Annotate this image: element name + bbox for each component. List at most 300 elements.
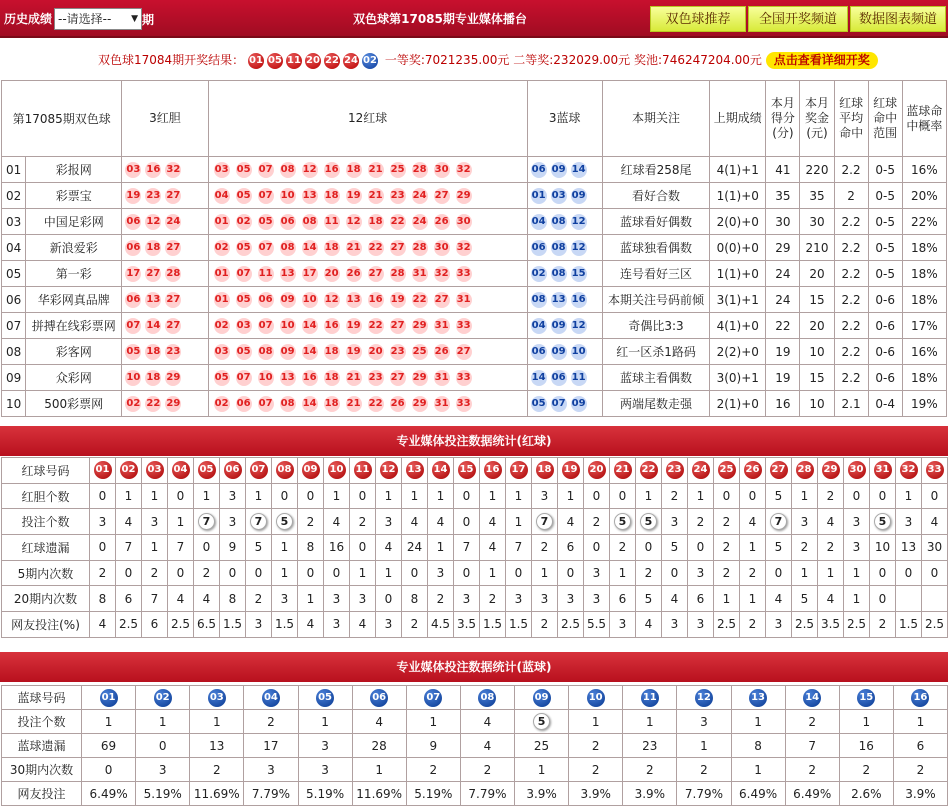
stats-cell: 1 xyxy=(194,483,220,509)
stats-cell: 1 xyxy=(480,483,506,509)
red-ball: 28 xyxy=(412,240,428,256)
stats-cell: 2 xyxy=(246,586,272,612)
row-label: 5期内次数 xyxy=(2,560,90,586)
blue-ball: 12 xyxy=(571,240,587,256)
stats-cell: 0 xyxy=(896,560,922,586)
prob-cell: 16% xyxy=(902,339,946,365)
reds-cell xyxy=(208,365,527,391)
stats-cell: 3.5 xyxy=(818,612,844,638)
stats-cell: 3.9% xyxy=(893,782,947,806)
prob-cell: 17% xyxy=(902,313,946,339)
red-ball: 31 xyxy=(434,396,450,412)
red-ball: 21 xyxy=(346,370,362,386)
blue-ball: 12 xyxy=(571,214,587,230)
stats-cell xyxy=(896,458,922,484)
red-ball: 05 xyxy=(125,344,141,360)
stats-cell: 3 xyxy=(584,586,610,612)
blue-ball: 08 xyxy=(551,214,567,230)
red-ball: 17 xyxy=(125,266,141,282)
stats-cell xyxy=(298,458,324,484)
stats-cell: 2 xyxy=(785,710,839,734)
red-ball: 31 xyxy=(456,292,472,308)
red-number-ball: 19 xyxy=(562,461,580,479)
blue-number-ball: 10 xyxy=(587,689,605,707)
red-ball: 27 xyxy=(434,292,450,308)
stats-row xyxy=(2,612,948,638)
blue-ball: 03 xyxy=(551,188,567,204)
stats-row xyxy=(2,535,948,561)
stats-cell xyxy=(515,686,569,710)
range-cell: 0-6 xyxy=(868,339,902,365)
range-cell: 0-6 xyxy=(868,313,902,339)
table-row xyxy=(2,365,947,391)
dan-cell xyxy=(122,339,208,365)
reds-cell xyxy=(208,209,527,235)
table-row xyxy=(2,261,947,287)
stats-cell xyxy=(220,458,246,484)
blue-number-ball: 13 xyxy=(749,689,767,707)
last-cell: 0(0)+0 xyxy=(710,235,766,261)
red-ball: 02 xyxy=(214,318,230,334)
reds-cell xyxy=(208,183,527,209)
stats-cell: 4 xyxy=(194,586,220,612)
red-ball: 18 xyxy=(145,240,161,256)
stats-cell: 0 xyxy=(584,483,610,509)
stats-row xyxy=(2,710,948,734)
blue-ball: 08 xyxy=(551,240,567,256)
stats-cell: 1 xyxy=(272,535,298,561)
stats-cell: 3 xyxy=(376,612,402,638)
red-ball: 11 xyxy=(258,266,274,282)
red-ball: 26 xyxy=(346,266,362,282)
red-ball: 30 xyxy=(434,162,450,178)
site-link[interactable]: 华彩网真品牌 xyxy=(26,287,122,313)
stats-cell: 1 xyxy=(714,586,740,612)
stats-cell: 4 xyxy=(460,710,514,734)
blue-ball: 02 xyxy=(531,266,547,282)
red-ball: 32 xyxy=(434,266,450,282)
red-ball: 19 xyxy=(346,188,362,204)
red-ball: 31 xyxy=(434,370,450,386)
stats-cell: 2 xyxy=(584,509,610,535)
blue-ball: 06 xyxy=(551,370,567,386)
red-ball: 21 xyxy=(346,240,362,256)
stats-cell: 1 xyxy=(428,535,454,561)
red-number-ball: 07 xyxy=(250,461,268,479)
site-link[interactable]: 彩客网 xyxy=(26,339,122,365)
score-cell: 19 xyxy=(766,365,800,391)
stats-cell xyxy=(506,458,532,484)
stats-cell: 5.19% xyxy=(136,782,190,806)
stats-cell xyxy=(402,458,428,484)
stats-cell: 0 xyxy=(324,560,350,586)
range-cell: 0-4 xyxy=(868,391,902,417)
stats-cell: 8 xyxy=(402,586,428,612)
stats-cell: 2 xyxy=(893,758,947,782)
stats-cell: 4 xyxy=(116,509,142,535)
stats-cell: 1 xyxy=(792,483,818,509)
red-ball: 14 xyxy=(145,318,161,334)
red-ball: 06 xyxy=(280,214,296,230)
stats-cell xyxy=(460,686,514,710)
red-ball: 22 xyxy=(412,292,428,308)
focus-cell: 红球看258尾 xyxy=(602,157,709,183)
score-cell: 29 xyxy=(766,235,800,261)
red-ball: 07 xyxy=(258,396,274,412)
stats-cell: 8 xyxy=(298,535,324,561)
stats-cell: 0 xyxy=(922,560,948,586)
stats-cell: 0 xyxy=(168,483,194,509)
red-ball: 14 xyxy=(302,396,318,412)
site-link[interactable]: 拼搏在线彩票网 xyxy=(26,313,122,339)
stats-cell: 3 xyxy=(506,586,532,612)
red-number-ball: 10 xyxy=(328,461,346,479)
blue-ball: 09 xyxy=(551,344,567,360)
site-link[interactable]: 彩票宝 xyxy=(26,183,122,209)
stats-cell: 1.5 xyxy=(220,612,246,638)
stats-cell: 6 xyxy=(116,586,142,612)
site-link[interactable]: 500彩票网 xyxy=(26,391,122,417)
stats-cell: 4 xyxy=(636,612,662,638)
blue-number-ball: 05 xyxy=(316,689,334,707)
stats-cell: 3 xyxy=(90,509,116,535)
stats-cell: 6 xyxy=(142,612,168,638)
blue-ball: 07 xyxy=(551,396,567,412)
stats-cell xyxy=(569,686,623,710)
red-ball: 21 xyxy=(346,396,362,412)
red-ball: 05 xyxy=(236,240,252,256)
stats-cell: 3 xyxy=(454,586,480,612)
red-number-ball: 24 xyxy=(692,461,710,479)
focus-cell: 红一区杀1路码 xyxy=(602,339,709,365)
stats-cell: 2 xyxy=(194,560,220,586)
stats-cell: 10 xyxy=(870,535,896,561)
red-ball: 21 xyxy=(368,162,384,178)
stats-cell: 2 xyxy=(714,560,740,586)
stats-cell: 1 xyxy=(893,710,947,734)
row-number: 02 xyxy=(2,183,26,209)
stats-cell: 1 xyxy=(82,710,136,734)
blue-number-ball: 04 xyxy=(262,689,280,707)
stats-cell: 4 xyxy=(376,535,402,561)
stats-cell xyxy=(136,686,190,710)
stats-cell: 5.19% xyxy=(298,782,352,806)
stats-cell: 1 xyxy=(558,483,584,509)
red-ball: 19 xyxy=(125,188,141,204)
reds-cell xyxy=(208,287,527,313)
table-header: 本期关注 xyxy=(602,81,709,157)
range-cell: 0-5 xyxy=(868,209,902,235)
red-number-ball: 12 xyxy=(380,461,398,479)
stats-cell: 24 xyxy=(402,535,428,561)
stats-cell: 0 xyxy=(454,509,480,535)
bonus-cell: 20 xyxy=(800,313,834,339)
table-row xyxy=(2,313,947,339)
red-stats-table xyxy=(1,457,948,638)
table-header: 蓝球命中概率 xyxy=(902,81,946,157)
stats-cell: 4 xyxy=(740,509,766,535)
dan-cell xyxy=(122,183,208,209)
stats-cell: 3 xyxy=(220,483,246,509)
table-header: 3红胆 xyxy=(122,81,208,157)
stats-cell xyxy=(844,458,870,484)
stats-cell: 2 xyxy=(532,612,558,638)
recommend-table xyxy=(1,80,947,417)
stats-cell: 2.6% xyxy=(839,782,893,806)
stats-cell: 1 xyxy=(818,560,844,586)
avg-cell: 2 xyxy=(834,183,868,209)
focus-cell: 连号看好三区 xyxy=(602,261,709,287)
row-label: 红球遗漏 xyxy=(2,535,90,561)
red-ball: 31 xyxy=(434,318,450,334)
stats-cell: 1 xyxy=(376,560,402,586)
last-cell: 2(0)+0 xyxy=(710,209,766,235)
stats-cell: 0 xyxy=(90,535,116,561)
red-number-ball: 05 xyxy=(198,461,216,479)
row-label: 红球号码 xyxy=(2,458,90,484)
stats-cell xyxy=(272,509,298,535)
dan-cell xyxy=(122,287,208,313)
red-ball: 28 xyxy=(390,266,406,282)
stats-cell: 1 xyxy=(298,586,324,612)
stats-cell: 2 xyxy=(610,535,636,561)
reds-cell xyxy=(208,235,527,261)
issue-select-value: --请选择-- xyxy=(58,12,112,26)
tab-ssq-recommend[interactable]: 双色球推荐 xyxy=(650,6,746,32)
red-number-ball: 18 xyxy=(536,461,554,479)
stats-cell xyxy=(480,458,506,484)
red-ball: 20 xyxy=(368,344,384,360)
stats-cell: 4 xyxy=(662,586,688,612)
stats-cell: 1 xyxy=(352,758,406,782)
hot-count-badge: 5 xyxy=(874,513,891,530)
stats-cell: 0 xyxy=(870,560,896,586)
blue-number-ball: 06 xyxy=(370,689,388,707)
red-ball: 06 xyxy=(125,292,141,308)
stats-cell xyxy=(515,710,569,734)
red-ball: 19 xyxy=(346,318,362,334)
red-ball: 22 xyxy=(145,396,161,412)
last-cell: 1(1)+0 xyxy=(710,183,766,209)
dan-cell xyxy=(122,209,208,235)
stats-cell: 2 xyxy=(714,535,740,561)
tab-national-lottery[interactable]: 全国开奖频道 xyxy=(748,6,848,32)
reds-cell xyxy=(208,157,527,183)
tab-charts[interactable]: 数据图表频道 xyxy=(850,6,946,32)
red-ball: 18 xyxy=(145,344,161,360)
red-ball: 18 xyxy=(324,240,340,256)
stats-cell: 2 xyxy=(350,509,376,535)
issue-select[interactable] xyxy=(54,8,142,30)
blue-number-ball: 03 xyxy=(208,689,226,707)
focus-cell: 看好合数 xyxy=(602,183,709,209)
red-ball: 07 xyxy=(258,162,274,178)
red-ball: 10 xyxy=(125,370,141,386)
blues-cell xyxy=(527,183,602,209)
red-ball: 29 xyxy=(412,370,428,386)
red-ball: 07 xyxy=(258,188,274,204)
stats-cell xyxy=(893,686,947,710)
site-link[interactable]: 第一彩 xyxy=(26,261,122,287)
dan-cell xyxy=(122,391,208,417)
stats-cell xyxy=(870,509,896,535)
red-ball: 27 xyxy=(434,188,450,204)
stats-cell xyxy=(168,458,194,484)
blues-cell xyxy=(527,313,602,339)
stats-cell: 13 xyxy=(896,535,922,561)
stats-row xyxy=(2,458,948,484)
stats-cell: 1 xyxy=(142,483,168,509)
red-number-ball: 17 xyxy=(510,461,528,479)
stats-cell: 3 xyxy=(324,612,350,638)
blues-cell xyxy=(527,287,602,313)
stats-cell: 0 xyxy=(636,535,662,561)
stats-row xyxy=(2,509,948,535)
bonus-cell: 10 xyxy=(800,339,834,365)
stats-cell: 1 xyxy=(298,710,352,734)
stats-cell: 3 xyxy=(766,612,792,638)
stats-cell xyxy=(662,458,688,484)
stats-cell xyxy=(190,686,244,710)
red-ball: 18 xyxy=(145,370,161,386)
red-ball: 14 xyxy=(302,318,318,334)
bonus-cell: 15 xyxy=(800,365,834,391)
blue-number-ball: 01 xyxy=(100,689,118,707)
stats-cell: 4 xyxy=(558,509,584,535)
table-header: 上期成绩 xyxy=(710,81,766,157)
stats-cell: 1 xyxy=(428,483,454,509)
stats-cell: 2 xyxy=(688,509,714,535)
table-row xyxy=(2,235,947,261)
stats-cell xyxy=(194,458,220,484)
stats-cell xyxy=(244,686,298,710)
stats-cell: 0 xyxy=(194,535,220,561)
avg-cell: 2.2 xyxy=(834,365,868,391)
range-cell: 0-5 xyxy=(868,235,902,261)
dan-cell xyxy=(122,235,208,261)
blue-ball: 08 xyxy=(531,292,547,308)
stats-cell: 2.5 xyxy=(558,612,584,638)
stats-cell xyxy=(688,458,714,484)
red-ball: 07 xyxy=(236,266,252,282)
red-ball: 18 xyxy=(324,396,340,412)
red-ball: 05 xyxy=(236,344,252,360)
stats-cell: 2 xyxy=(714,509,740,535)
stats-cell: 2 xyxy=(406,758,460,782)
stats-cell: 1 xyxy=(136,710,190,734)
site-link[interactable]: 众彩网 xyxy=(26,365,122,391)
red-ball: 16 xyxy=(302,370,318,386)
stats-cell: 3 xyxy=(298,734,352,758)
blue-number-ball: 07 xyxy=(424,689,442,707)
reds-cell xyxy=(208,261,527,287)
red-ball: 27 xyxy=(165,188,181,204)
dan-cell xyxy=(122,261,208,287)
prob-cell: 16% xyxy=(902,157,946,183)
stats-cell: 4 xyxy=(766,586,792,612)
stats-cell: 1 xyxy=(506,509,532,535)
red-ball: 25 xyxy=(412,344,428,360)
avg-cell: 2.2 xyxy=(834,287,868,313)
blue-ball: 09 xyxy=(571,396,587,412)
stats-cell: 4 xyxy=(350,612,376,638)
stats-cell: 3 xyxy=(688,612,714,638)
stats-cell: 9 xyxy=(220,535,246,561)
stats-cell: 0 xyxy=(662,560,688,586)
red-ball: 13 xyxy=(280,370,296,386)
row-number: 05 xyxy=(2,261,26,287)
detail-link[interactable]: 点击查看详细开奖 xyxy=(766,52,878,69)
stats-cell: 0 xyxy=(922,483,948,509)
red-ball: 01 xyxy=(214,214,230,230)
site-link[interactable]: 彩报网 xyxy=(26,157,122,183)
red-ball: 02 xyxy=(125,396,141,412)
stats-cell: 5 xyxy=(662,535,688,561)
red-ball: 16 xyxy=(324,162,340,178)
blue-number-ball: 11 xyxy=(641,689,659,707)
stats-cell: 0 xyxy=(402,560,428,586)
red-ball: 29 xyxy=(412,318,428,334)
site-link[interactable]: 新浪爱彩 xyxy=(26,235,122,261)
top-bar xyxy=(0,0,948,38)
red-ball: 29 xyxy=(412,396,428,412)
red-ball: 16 xyxy=(145,162,161,178)
stats-cell: 4 xyxy=(818,509,844,535)
last-cell: 2(2)+0 xyxy=(710,339,766,365)
red-ball: 14 xyxy=(302,344,318,360)
stats-cell xyxy=(82,686,136,710)
red-ball: 13 xyxy=(145,292,161,308)
red-ball: 08 xyxy=(280,162,296,178)
stats-cell: 4 xyxy=(480,535,506,561)
result-balls xyxy=(248,53,381,67)
red-number-ball: 28 xyxy=(796,461,814,479)
blues-cell xyxy=(527,391,602,417)
stats-cell: 4 xyxy=(298,612,324,638)
stats-cell: 3 xyxy=(142,509,168,535)
red-ball: 32 xyxy=(456,162,472,178)
stats-cell: 7.79% xyxy=(244,782,298,806)
stats-cell: 17 xyxy=(244,734,298,758)
site-link[interactable]: 中国足彩网 xyxy=(26,209,122,235)
blue-stats-table xyxy=(1,685,948,806)
stats-cell: 0 xyxy=(454,560,480,586)
stats-cell: 2 xyxy=(792,535,818,561)
red-ball: 29 xyxy=(165,370,181,386)
stats-cell xyxy=(818,458,844,484)
avg-cell: 2.2 xyxy=(834,339,868,365)
red-ball: 03 xyxy=(214,344,230,360)
red-ball: 06 xyxy=(258,292,274,308)
blue-ball: 06 xyxy=(531,162,547,178)
row-label: 投注个数 xyxy=(2,509,90,535)
stats-cell: 0 xyxy=(714,483,740,509)
red-number-ball: 20 xyxy=(588,461,606,479)
focus-cell: 奇偶比3:3 xyxy=(602,313,709,339)
stats-cell xyxy=(272,458,298,484)
red-ball: 23 xyxy=(390,188,406,204)
stats-cell: 6.5 xyxy=(194,612,220,638)
blue-number-ball: 09 xyxy=(533,689,551,707)
stats-cell: 11.69% xyxy=(190,782,244,806)
red-ball: 18 xyxy=(324,188,340,204)
score-cell: 16 xyxy=(766,391,800,417)
stats-cell: 3.9% xyxy=(569,782,623,806)
stats-cell xyxy=(584,458,610,484)
stats-cell: 1 xyxy=(376,483,402,509)
score-cell: 30 xyxy=(766,209,800,235)
stats-cell: 1 xyxy=(246,483,272,509)
